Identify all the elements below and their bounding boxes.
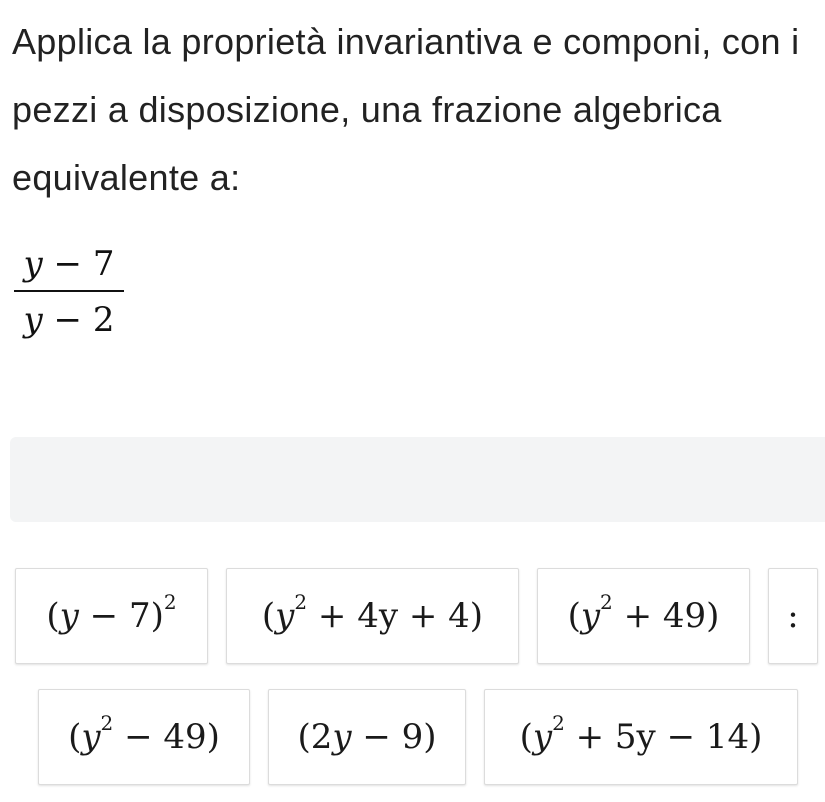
piece-y-squared-plus-5y-minus-14[interactable] <box>484 689 798 785</box>
piece-expression: $(y^2 - 49)$ <box>68 710 220 757</box>
piece-division-sign[interactable] <box>768 568 818 664</box>
piece-expression: $(y - 7)^2$ <box>46 589 177 636</box>
denominator-variable: y <box>23 300 43 340</box>
fraction-numerator <box>14 244 124 284</box>
denominator-operator: − <box>42 300 93 340</box>
numerator-operator: − <box>42 244 93 284</box>
piece-expression: $(y^2 + 49)$ <box>567 589 720 636</box>
numerator-constant: 7 <box>92 244 115 284</box>
denominator-constant: 2 <box>92 300 115 340</box>
piece-expression: (2y − 9) <box>297 717 437 757</box>
piece-y-squared-minus-49[interactable] <box>38 689 250 785</box>
piece-expression: $(y^2 + 4y + 4)$ <box>261 589 484 636</box>
answer-drop-zone[interactable] <box>10 437 825 522</box>
fraction-denominator <box>14 300 124 340</box>
piece-y-squared-plus-4y-plus-4[interactable] <box>226 568 519 664</box>
piece-y-squared-plus-49[interactable] <box>537 568 750 664</box>
piece-expression: $(y^2 + 5y - 14)$ <box>519 710 763 757</box>
numerator-variable: y <box>23 244 43 284</box>
piece-expression: : <box>787 596 799 636</box>
fraction-bar <box>14 290 124 292</box>
exercise-prompt: Applica la proprietà invariantiva e componi, con i pezzi a disposizione, una frazione algebrica equivalente a: <box>12 21 800 198</box>
piece-2y-minus-9[interactable] <box>268 689 466 785</box>
target-fraction <box>14 244 124 340</box>
piece-y-minus-7-squared[interactable] <box>15 568 208 664</box>
